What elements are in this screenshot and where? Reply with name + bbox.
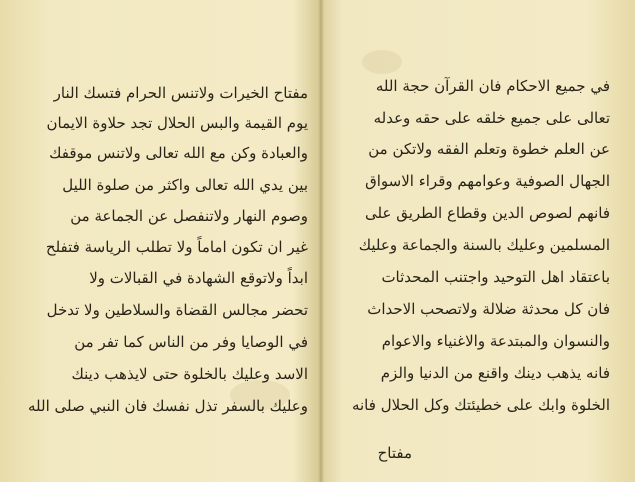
paper-stain (362, 50, 402, 74)
right-line-2: تعالى على جميع خلقه على حقه وعدله (373, 109, 610, 127)
right-line-6: المسلمين وعليك بالسنة والجماعة وعليك (358, 236, 610, 254)
left-line-1: مفتاح الخيرات ولاتنس الحرام فتسك النار (53, 84, 308, 102)
left-line-4: بين يدي الله تعالى واكثر من صلوة الليل (62, 176, 308, 194)
right-line-3: عن العلم خطوة وتعلم الفقه ولاتكن من (368, 140, 610, 158)
left-line-5: وصوم النهار ولاتنفصل عن الجماعة من (70, 207, 308, 225)
left-line-3: والعبادة وكن مع الله تعالى ولاتنس موقفك (49, 144, 308, 162)
right-line-4: الجهال الصوفية وعوامهم وقراء الاسواق (365, 172, 610, 190)
left-line-10: الاسد وعليك بالخلوة حتى لايذهب دينك (71, 365, 308, 383)
left-line-2: يوم القيمة والبس الحلال تجد حلاوة الايمان (46, 114, 308, 132)
right-line-10: فانه يذهب دينك واقنع من الدنيا والزم (380, 364, 610, 382)
right-line-9: والنسوان والمبتدعة والاغنياء والاعوام (381, 332, 610, 350)
right-line-7: باعتقاد اهل التوحيد واجتنب المحدثات (381, 268, 610, 286)
right-line-11: الخلوة وابك على خطيئتك وكل الحلال فانه (351, 396, 610, 414)
right-page (322, 0, 635, 482)
left-line-8: تحضر مجالس القضاة والسلاطين ولا تدخل (46, 301, 308, 319)
left-line-9: في الوصايا وفر من الناس كما تفر من (74, 333, 308, 351)
left-line-6: غير ان تكون اماماً ولا تطلب الرياسة فتفلح (45, 238, 308, 256)
right-line-5: فانهم لصوص الدين وقطاع الطريق على (365, 204, 610, 222)
left-line-11: وعليك بالسفر تذل نفسك فان النبي صلى الله (28, 397, 308, 415)
catchword: مفتاح (377, 444, 412, 462)
right-line-1: في جميع الاحكام فان القرآن حجة الله (375, 77, 610, 95)
left-line-7: ابداً ولاتوقع الشهادة في القبالات ولا (89, 269, 308, 287)
right-line-8: فان كل محدثة ضلالة ولاتصحب الاحداث (367, 300, 610, 318)
